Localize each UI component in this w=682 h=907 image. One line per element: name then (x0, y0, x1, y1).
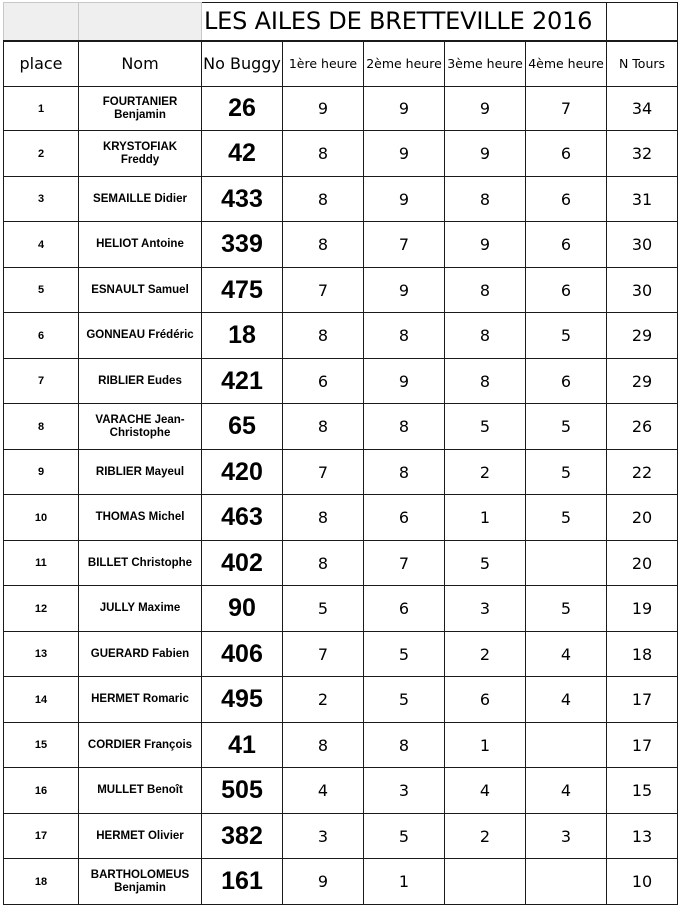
buggy-number: 42 (202, 131, 283, 177)
hour-3-laps: 8 (445, 313, 526, 359)
hour-2-laps: 9 (364, 177, 445, 222)
buggy-number: 26 (202, 87, 283, 131)
buggy-number: 90 (202, 586, 283, 632)
blank-cell (4, 3, 79, 41)
name-cell (79, 814, 202, 859)
name-line-2: Benjamin (114, 108, 166, 121)
header-hour-4: 4ème heure (526, 41, 607, 87)
blank-cell (607, 3, 678, 41)
name-line-1: BARTHOLOMEUS (90, 868, 190, 881)
name-cell (79, 450, 202, 495)
hour-3-laps: 8 (445, 359, 526, 404)
name-cell (79, 313, 202, 359)
total-laps: 15 (607, 768, 678, 814)
hour-2-laps: 7 (364, 541, 445, 586)
results-table (3, 2, 678, 905)
table-row (4, 450, 678, 495)
buggy-number: 41 (202, 723, 283, 768)
buggy-number: 421 (202, 359, 283, 404)
hour-2-laps: 5 (364, 677, 445, 723)
header-row (4, 41, 678, 87)
hour-2-laps: 6 (364, 495, 445, 541)
hour-1-laps: 8 (283, 222, 364, 268)
hour-1-laps: 6 (283, 359, 364, 404)
hour-4-laps: 5 (526, 495, 607, 541)
buggy-number: 505 (202, 768, 283, 814)
hour-4-laps: 4 (526, 632, 607, 677)
total-laps: 10 (607, 859, 678, 905)
hour-3-laps: 9 (445, 222, 526, 268)
hour-2-laps: 7 (364, 222, 445, 268)
hour-2-laps: 5 (364, 632, 445, 677)
table-row (4, 313, 678, 359)
hour-2-laps: 8 (364, 450, 445, 495)
total-laps: 20 (607, 495, 678, 541)
place-cell: 1 (4, 87, 79, 131)
buggy-number: 420 (202, 450, 283, 495)
hour-2-laps: 6 (364, 586, 445, 632)
place-cell: 12 (4, 586, 79, 632)
hour-4-laps: 7 (526, 87, 607, 131)
total-laps: 13 (607, 814, 678, 859)
table-row (4, 586, 678, 632)
hour-3-laps (445, 859, 526, 905)
hour-2-laps: 9 (364, 268, 445, 313)
hour-2-laps: 8 (364, 313, 445, 359)
hour-3-laps: 2 (445, 814, 526, 859)
name-line-2: Benjamin (114, 881, 166, 894)
place-cell: 2 (4, 131, 79, 177)
table-row (4, 632, 678, 677)
hour-1-laps: 8 (283, 723, 364, 768)
hour-3-laps: 9 (445, 87, 526, 131)
buggy-number: 463 (202, 495, 283, 541)
hour-4-laps: 5 (526, 586, 607, 632)
place-cell: 7 (4, 359, 79, 404)
header-hour-1: 1ère heure (283, 41, 364, 87)
name-line-1: ESNAULT Samuel (91, 283, 189, 296)
header-tours: N Tours (607, 41, 678, 87)
buggy-number: 433 (202, 177, 283, 222)
place-cell: 15 (4, 723, 79, 768)
hour-4-laps: 6 (526, 268, 607, 313)
total-laps: 20 (607, 541, 678, 586)
name-line-1: CORDIER François (87, 738, 193, 751)
hour-2-laps: 8 (364, 723, 445, 768)
hour-4-laps: 3 (526, 814, 607, 859)
hour-3-laps: 1 (445, 495, 526, 541)
hour-1-laps: 8 (283, 177, 364, 222)
hour-1-laps: 5 (283, 586, 364, 632)
table-row (4, 404, 678, 450)
hour-1-laps: 7 (283, 268, 364, 313)
total-laps: 22 (607, 450, 678, 495)
total-laps: 17 (607, 677, 678, 723)
table-row (4, 87, 678, 131)
hour-3-laps: 2 (445, 450, 526, 495)
total-laps: 29 (607, 359, 678, 404)
name-line-1: VARACHE Jean- (95, 413, 185, 426)
total-laps: 29 (607, 313, 678, 359)
hour-3-laps: 3 (445, 586, 526, 632)
table-row (4, 268, 678, 313)
header-nom: Nom (79, 41, 202, 87)
title-row (4, 3, 678, 41)
name-cell (79, 87, 202, 131)
hour-4-laps: 6 (526, 177, 607, 222)
hour-3-laps: 5 (445, 404, 526, 450)
place-cell: 13 (4, 632, 79, 677)
hour-1-laps: 9 (283, 87, 364, 131)
hour-3-laps: 8 (445, 268, 526, 313)
page-title: LES AILES DE BRETTEVILLE 2016 (202, 3, 607, 41)
hour-1-laps: 3 (283, 814, 364, 859)
place-cell: 17 (4, 814, 79, 859)
buggy-number: 475 (202, 268, 283, 313)
name-line-1: HERMET Romaric (91, 693, 189, 705)
place-cell: 18 (4, 859, 79, 905)
hour-3-laps: 9 (445, 131, 526, 177)
total-laps: 26 (607, 404, 678, 450)
hour-4-laps: 6 (526, 359, 607, 404)
place-cell: 9 (4, 450, 79, 495)
name-cell (79, 404, 202, 450)
hour-4-laps (526, 859, 607, 905)
total-laps: 18 (607, 632, 678, 677)
name-cell (79, 768, 202, 814)
name-line-2: Freddy (120, 153, 160, 166)
hour-4-laps: 5 (526, 404, 607, 450)
name-line-1: RIBLIER Eudes (98, 374, 182, 387)
name-cell (79, 177, 202, 222)
total-laps: 30 (607, 222, 678, 268)
place-cell: 11 (4, 541, 79, 586)
place-cell: 10 (4, 495, 79, 541)
table-row (4, 768, 678, 814)
header-place: place (4, 41, 79, 87)
hour-2-laps: 9 (364, 359, 445, 404)
place-cell: 5 (4, 268, 79, 313)
total-laps: 17 (607, 723, 678, 768)
hour-2-laps: 8 (364, 404, 445, 450)
buggy-number: 495 (202, 677, 283, 723)
hour-3-laps: 4 (445, 768, 526, 814)
name-line-1: KRYSTOFIAK (102, 140, 178, 153)
table-row (4, 723, 678, 768)
header-hour-3: 3ème heure (445, 41, 526, 87)
hour-3-laps: 5 (445, 541, 526, 586)
table-row (4, 359, 678, 404)
place-cell: 6 (4, 313, 79, 359)
table-row (4, 495, 678, 541)
hour-4-laps: 4 (526, 677, 607, 723)
place-cell: 8 (4, 404, 79, 450)
name-cell (79, 632, 202, 677)
hour-1-laps: 9 (283, 859, 364, 905)
total-laps: 19 (607, 586, 678, 632)
hour-1-laps: 7 (283, 450, 364, 495)
hour-3-laps: 2 (445, 632, 526, 677)
hour-2-laps: 1 (364, 859, 445, 905)
buggy-number: 402 (202, 541, 283, 586)
name-line-1: RIBLIER Mayeul (95, 465, 185, 478)
name-cell (79, 495, 202, 541)
table-row (4, 222, 678, 268)
name-line-1: GUERARD Fabien (90, 647, 190, 660)
place-cell: 14 (4, 677, 79, 723)
buggy-number: 65 (202, 404, 283, 450)
hour-1-laps: 4 (283, 768, 364, 814)
hour-4-laps: 5 (526, 313, 607, 359)
hour-1-laps: 7 (283, 632, 364, 677)
table-row (4, 677, 678, 723)
table-row (4, 131, 678, 177)
hour-1-laps: 8 (283, 131, 364, 177)
name-cell (79, 131, 202, 177)
buggy-number: 406 (202, 632, 283, 677)
blank-cell (79, 3, 202, 41)
name-line-1: THOMAS Michel (95, 511, 185, 523)
buggy-number: 161 (202, 859, 283, 905)
hour-2-laps: 9 (364, 131, 445, 177)
total-laps: 31 (607, 177, 678, 222)
hour-1-laps: 8 (283, 404, 364, 450)
hour-1-laps: 2 (283, 677, 364, 723)
name-cell (79, 359, 202, 404)
header-buggy: No Buggy (202, 41, 283, 87)
name-line-1: JULLY Maxime (99, 602, 181, 614)
name-line-1: GONNEAU Frédéric (86, 329, 194, 341)
name-line-1: SEMAILLE Didier (93, 192, 187, 205)
hour-2-laps: 3 (364, 768, 445, 814)
total-laps: 34 (607, 87, 678, 131)
place-cell: 16 (4, 768, 79, 814)
name-line-1: MULLET Benoît (97, 784, 183, 796)
hour-4-laps (526, 723, 607, 768)
buggy-number: 339 (202, 222, 283, 268)
hour-1-laps: 8 (283, 495, 364, 541)
hour-3-laps: 1 (445, 723, 526, 768)
hour-4-laps: 5 (526, 450, 607, 495)
hour-3-laps: 8 (445, 177, 526, 222)
hour-1-laps: 8 (283, 313, 364, 359)
header-hour-2: 2ème heure (364, 41, 445, 87)
name-cell (79, 222, 202, 268)
total-laps: 32 (607, 131, 678, 177)
name-line-1: BILLET Christophe (87, 556, 193, 569)
hour-4-laps: 6 (526, 222, 607, 268)
name-cell (79, 586, 202, 632)
hour-4-laps: 4 (526, 768, 607, 814)
name-cell (79, 268, 202, 313)
hour-4-laps: 6 (526, 131, 607, 177)
buggy-number: 382 (202, 814, 283, 859)
table-row (4, 859, 678, 905)
name-line-1: HERMET Olivier (96, 829, 184, 842)
place-cell: 4 (4, 222, 79, 268)
name-cell (79, 859, 202, 905)
name-line-1: FOURTANIER (102, 95, 178, 108)
total-laps: 30 (607, 268, 678, 313)
table-row (4, 814, 678, 859)
name-cell (79, 677, 202, 723)
name-line-1: HELIOT Antoine (96, 238, 184, 250)
table-row (4, 541, 678, 586)
name-line-2: Christophe (109, 426, 171, 439)
results-body (4, 87, 678, 905)
hour-4-laps (526, 541, 607, 586)
name-cell (79, 541, 202, 586)
hour-1-laps: 8 (283, 541, 364, 586)
buggy-number: 18 (202, 313, 283, 359)
place-cell: 3 (4, 177, 79, 222)
hour-3-laps: 6 (445, 677, 526, 723)
name-cell (79, 723, 202, 768)
hour-2-laps: 9 (364, 87, 445, 131)
table-row (4, 177, 678, 222)
hour-2-laps: 5 (364, 814, 445, 859)
